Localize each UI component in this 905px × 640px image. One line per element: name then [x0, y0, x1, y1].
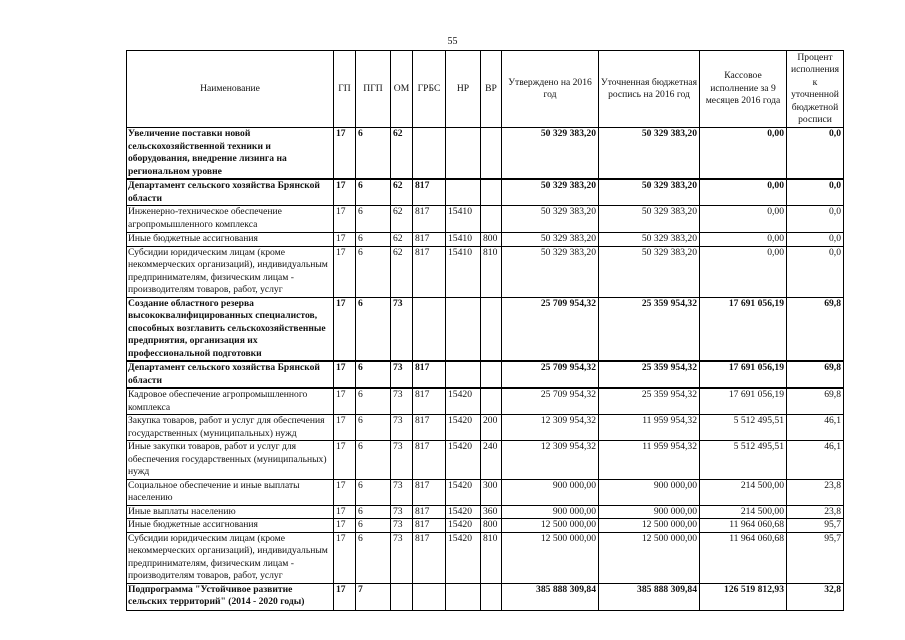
cell-grbs: 817 [413, 479, 446, 505]
cell-vr: 800 [481, 519, 502, 533]
cell-cash: 17 691 056,19 [700, 297, 787, 361]
cell-refined: 25 359 954,32 [599, 361, 700, 388]
cell-percent: 23,8 [787, 479, 844, 505]
cell-grbs: 817 [413, 361, 446, 388]
header-vr: ВР [481, 51, 502, 128]
table-row [127, 532, 844, 583]
cell-refined: 385 888 309,84 [599, 583, 700, 610]
header-row [127, 51, 844, 128]
cell-gp: 17 [334, 505, 356, 519]
cell-np: 15420 [446, 441, 481, 480]
table-row [127, 206, 844, 233]
cell-approved: 50 329 383,20 [502, 233, 599, 247]
header-gp: ГП [334, 51, 356, 128]
cell-approved: 50 329 383,20 [502, 179, 599, 206]
cell-om: 62 [391, 246, 413, 297]
budget-table [126, 50, 844, 611]
table-row [127, 388, 844, 415]
table-row [127, 519, 844, 533]
cell-cash: 0,00 [700, 128, 787, 180]
cell-np [446, 361, 481, 388]
cell-vr: 240 [481, 441, 502, 480]
cell-pgp: 6 [356, 519, 391, 533]
cell-om: 62 [391, 128, 413, 180]
cell-vr: 810 [481, 246, 502, 297]
cell-refined: 50 329 383,20 [599, 206, 700, 233]
cell-approved: 12 309 954,32 [502, 441, 599, 480]
cell-approved: 12 500 000,00 [502, 519, 599, 533]
cell-pgp: 6 [356, 441, 391, 480]
cell-gp: 17 [334, 206, 356, 233]
cell-refined: 50 329 383,20 [599, 179, 700, 206]
cell-grbs [413, 297, 446, 361]
header-name: Наименование [127, 51, 334, 128]
cell-vr [481, 128, 502, 180]
cell-om: 62 [391, 233, 413, 247]
cell-grbs: 817 [413, 233, 446, 247]
header-np: НР [446, 51, 481, 128]
cell-name: Иные закупки товаров, работ и услуг для обеспечения государственных (муниципальных) нужд [127, 441, 334, 480]
cell-grbs: 817 [413, 532, 446, 583]
cell-vr [481, 179, 502, 206]
cell-grbs [413, 128, 446, 180]
cell-refined: 50 329 383,20 [599, 246, 700, 297]
cell-name: Закупка товаров, работ и услуг для обеспечения государственных (муниципальных) нужд [127, 415, 334, 441]
cell-cash: 5 512 495,51 [700, 441, 787, 480]
cell-percent: 32,8 [787, 583, 844, 610]
cell-gp: 17 [334, 388, 356, 415]
cell-gp: 17 [334, 179, 356, 206]
cell-name: Департамент сельского хозяйства Брянской области [127, 179, 334, 206]
table-row [127, 441, 844, 480]
cell-refined: 12 500 000,00 [599, 532, 700, 583]
cell-refined: 25 359 954,32 [599, 297, 700, 361]
table-row [127, 128, 844, 180]
cell-om: 73 [391, 519, 413, 533]
cell-np: 15420 [446, 532, 481, 583]
cell-approved: 900 000,00 [502, 505, 599, 519]
cell-cash: 0,00 [700, 233, 787, 247]
cell-approved: 25 709 954,32 [502, 297, 599, 361]
cell-gp: 17 [334, 128, 356, 180]
table-row [127, 233, 844, 247]
page-number: 55 [447, 36, 458, 47]
cell-cash: 17 691 056,19 [700, 361, 787, 388]
cell-pgp: 6 [356, 128, 391, 180]
cell-grbs: 817 [413, 246, 446, 297]
cell-refined: 50 329 383,20 [599, 128, 700, 180]
cell-np [446, 179, 481, 206]
cell-om: 73 [391, 415, 413, 441]
cell-percent: 46,1 [787, 441, 844, 480]
cell-approved: 50 329 383,20 [502, 128, 599, 180]
cell-name: Иные бюджетные ассигнования [127, 519, 334, 533]
cell-gp: 17 [334, 519, 356, 533]
cell-vr: 800 [481, 233, 502, 247]
cell-cash: 11 964 060,68 [700, 519, 787, 533]
cell-grbs: 817 [413, 519, 446, 533]
cell-gp: 17 [334, 361, 356, 388]
cell-grbs: 817 [413, 415, 446, 441]
cell-refined: 900 000,00 [599, 479, 700, 505]
header-percent: Процент исполнения к уточненной бюджетной росписи [787, 51, 844, 128]
cell-grbs: 817 [413, 441, 446, 480]
cell-refined: 11 959 954,32 [599, 441, 700, 480]
cell-pgp: 6 [356, 246, 391, 297]
cell-approved: 12 500 000,00 [502, 532, 599, 583]
cell-vr [481, 361, 502, 388]
cell-pgp: 6 [356, 388, 391, 415]
cell-np [446, 583, 481, 610]
cell-name: Подпрограмма "Устойчивое развитие сельских территорий" (2014 - 2020 годы) [127, 583, 334, 610]
cell-refined: 25 359 954,32 [599, 388, 700, 415]
cell-vr [481, 388, 502, 415]
cell-approved: 12 309 954,32 [502, 415, 599, 441]
cell-om: 73 [391, 532, 413, 583]
cell-name: Создание областного резерва высококвалифицированных специалистов, способных возглавить сельскохозяйственные предприятия, организация их профессиональной подготовки [127, 297, 334, 361]
cell-cash: 0,00 [700, 179, 787, 206]
cell-vr [481, 583, 502, 610]
cell-np [446, 297, 481, 361]
cell-pgp: 7 [356, 583, 391, 610]
cell-om: 73 [391, 441, 413, 480]
cell-name: Увеличение поставки новой сельскохозяйственной техники и оборудования, внедрение лизинга на региональном уровне [127, 128, 334, 180]
header-cash: Кассовое исполнение за 9 месяцев 2016 года [700, 51, 787, 128]
cell-gp: 17 [334, 441, 356, 480]
cell-name: Субсидии юридическим лицам (кроме некоммерческих организаций), индивидуальным предпринимателям, физическим лицам - производителям товаров, работ, услуг [127, 246, 334, 297]
cell-pgp: 6 [356, 415, 391, 441]
cell-np [446, 128, 481, 180]
cell-om: 73 [391, 479, 413, 505]
cell-np: 15420 [446, 388, 481, 415]
cell-percent: 0,0 [787, 128, 844, 180]
header-om: ОМ [391, 51, 413, 128]
cell-name: Департамент сельского хозяйства Брянской области [127, 361, 334, 388]
cell-cash: 5 512 495,51 [700, 415, 787, 441]
cell-cash: 11 964 060,68 [700, 532, 787, 583]
cell-refined: 900 000,00 [599, 505, 700, 519]
cell-gp: 17 [334, 297, 356, 361]
cell-name: Социальное обеспечение и иные выплаты населению [127, 479, 334, 505]
cell-pgp: 6 [356, 479, 391, 505]
table-row [127, 415, 844, 441]
cell-name: Инженерно-техническое обеспечение агропромышленного комплекса [127, 206, 334, 233]
cell-cash: 214 500,00 [700, 505, 787, 519]
cell-refined: 50 329 383,20 [599, 233, 700, 247]
cell-np: 15410 [446, 206, 481, 233]
cell-grbs [413, 583, 446, 610]
cell-name: Иные бюджетные ассигнования [127, 233, 334, 247]
cell-vr [481, 206, 502, 233]
cell-pgp: 6 [356, 297, 391, 361]
cell-np: 15410 [446, 233, 481, 247]
cell-gp: 17 [334, 583, 356, 610]
cell-name: Кадровое обеспечение агропромышленного комплекса [127, 388, 334, 415]
cell-percent: 0,0 [787, 179, 844, 206]
cell-percent: 0,0 [787, 233, 844, 247]
cell-grbs: 817 [413, 505, 446, 519]
cell-grbs: 817 [413, 388, 446, 415]
header-refined: Уточненная бюджетная роспись на 2016 год [599, 51, 700, 128]
cell-pgp: 6 [356, 532, 391, 583]
cell-approved: 25 709 954,32 [502, 361, 599, 388]
cell-om: 73 [391, 388, 413, 415]
header-grbs: ГРБС [413, 51, 446, 128]
cell-gp: 17 [334, 415, 356, 441]
cell-vr: 200 [481, 415, 502, 441]
table-row [127, 505, 844, 519]
cell-percent: 23,8 [787, 505, 844, 519]
cell-percent: 69,8 [787, 361, 844, 388]
cell-percent: 95,7 [787, 532, 844, 583]
cell-pgp: 6 [356, 361, 391, 388]
cell-vr: 360 [481, 505, 502, 519]
cell-percent: 46,1 [787, 415, 844, 441]
cell-om [391, 583, 413, 610]
cell-cash: 17 691 056,19 [700, 388, 787, 415]
cell-approved: 50 329 383,20 [502, 206, 599, 233]
cell-percent: 0,0 [787, 246, 844, 297]
cell-cash: 0,00 [700, 246, 787, 297]
cell-name: Иные выплаты населению [127, 505, 334, 519]
cell-grbs: 817 [413, 206, 446, 233]
cell-vr [481, 297, 502, 361]
cell-name: Субсидии юридическим лицам (кроме некоммерческих организаций), индивидуальным предпринимателям, физическим лицам - производителям товаров, работ, услуг [127, 532, 334, 583]
table-row [127, 179, 844, 206]
cell-refined: 12 500 000,00 [599, 519, 700, 533]
cell-np: 15410 [446, 246, 481, 297]
cell-percent: 69,8 [787, 388, 844, 415]
cell-pgp: 6 [356, 505, 391, 519]
cell-cash: 214 500,00 [700, 479, 787, 505]
table-row [127, 361, 844, 388]
cell-gp: 17 [334, 532, 356, 583]
cell-pgp: 6 [356, 233, 391, 247]
cell-pgp: 6 [356, 206, 391, 233]
cell-om: 73 [391, 297, 413, 361]
cell-om: 73 [391, 505, 413, 519]
cell-pgp: 6 [356, 179, 391, 206]
cell-np: 15420 [446, 505, 481, 519]
cell-approved: 25 709 954,32 [502, 388, 599, 415]
header-approved: Утверждено на 2016 год [502, 51, 599, 128]
cell-vr: 810 [481, 532, 502, 583]
table-row [127, 583, 844, 610]
cell-vr: 300 [481, 479, 502, 505]
table-row [127, 479, 844, 505]
cell-gp: 17 [334, 246, 356, 297]
header-pgp: ПГП [356, 51, 391, 128]
cell-percent: 0,0 [787, 206, 844, 233]
cell-gp: 17 [334, 479, 356, 505]
cell-om: 62 [391, 206, 413, 233]
cell-om: 62 [391, 179, 413, 206]
cell-percent: 95,7 [787, 519, 844, 533]
cell-cash: 126 519 812,93 [700, 583, 787, 610]
cell-grbs: 817 [413, 179, 446, 206]
table-row [127, 297, 844, 361]
cell-refined: 11 959 954,32 [599, 415, 700, 441]
cell-approved: 50 329 383,20 [502, 246, 599, 297]
cell-np: 15420 [446, 479, 481, 505]
cell-approved: 385 888 309,84 [502, 583, 599, 610]
cell-gp: 17 [334, 233, 356, 247]
cell-approved: 900 000,00 [502, 479, 599, 505]
cell-cash: 0,00 [700, 206, 787, 233]
cell-percent: 69,8 [787, 297, 844, 361]
cell-om: 73 [391, 361, 413, 388]
cell-np: 15420 [446, 519, 481, 533]
table-row [127, 246, 844, 297]
cell-np: 15420 [446, 415, 481, 441]
